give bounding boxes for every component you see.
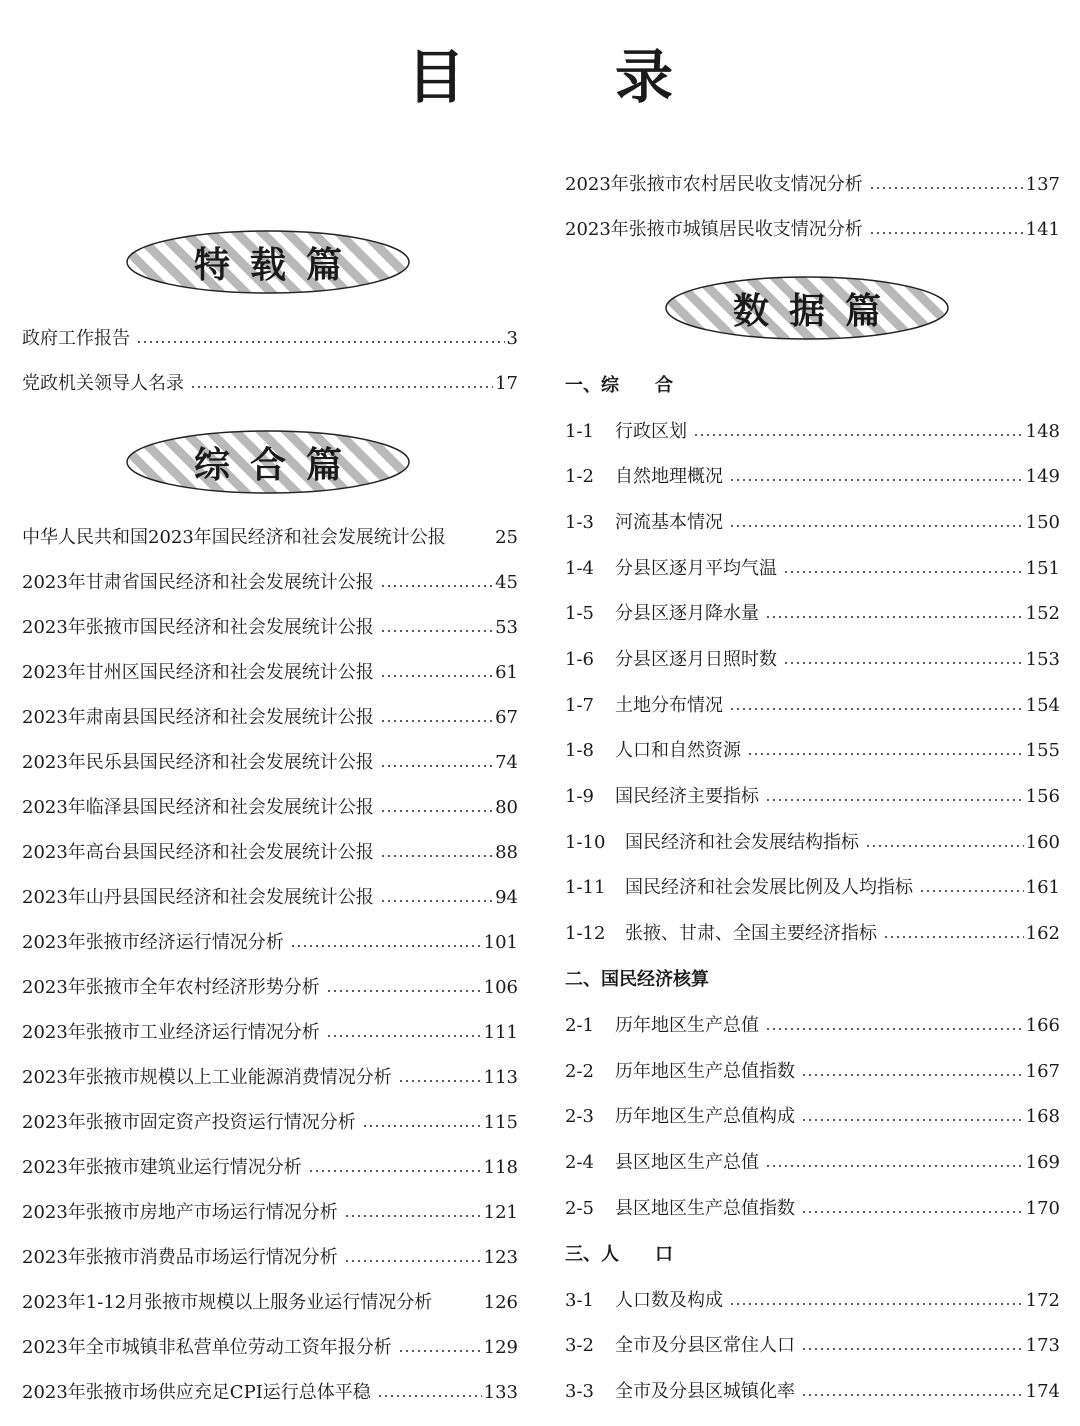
entry-number: 1-11 <box>565 877 606 898</box>
toc-entry[interactable] <box>565 1102 1060 1132</box>
toc-entry[interactable] <box>22 883 518 913</box>
leader-dots <box>326 1035 482 1037</box>
leader-dots <box>869 187 1024 189</box>
entry-page: 3 <box>506 328 518 349</box>
entry-page: 74 <box>495 752 518 773</box>
toc-entry[interactable] <box>565 1286 1060 1316</box>
leader-dots <box>380 900 493 902</box>
leader-dots <box>729 708 1024 710</box>
entry-number: 2-2 <box>565 1061 594 1082</box>
entry-title: 县区地区生产总值指数 <box>615 1198 795 1219</box>
leader-dots <box>869 232 1024 234</box>
entry-title: 2023年民乐县国民经济和社会发展统计公报 <box>22 752 374 773</box>
leader-dots <box>380 765 493 767</box>
toc-entry[interactable] <box>565 215 1060 245</box>
entry-number: 3-2 <box>565 1335 594 1356</box>
entry-number: 1-4 <box>565 558 594 579</box>
leader-dots <box>380 855 493 857</box>
entry-number: 2-3 <box>565 1106 594 1127</box>
toc-entry[interactable] <box>565 1331 1060 1361</box>
entry-page: 155 <box>1025 740 1060 761</box>
leader-dots <box>380 810 493 812</box>
badge-label: 数据篇 <box>732 289 901 332</box>
entry-page: 129 <box>483 1337 518 1358</box>
toc-entry[interactable] <box>22 1198 518 1228</box>
entry-page: 149 <box>1025 466 1060 487</box>
leader-dots <box>398 1080 482 1082</box>
entry-page: 67 <box>495 707 518 728</box>
entry-page: 152 <box>1025 603 1060 624</box>
toc-entry[interactable] <box>565 1011 1060 1041</box>
leader-dots <box>380 675 493 677</box>
toc-entry[interactable] <box>22 1333 518 1363</box>
entry-number: 1-5 <box>565 603 594 624</box>
entry-page: 80 <box>495 797 518 818</box>
entry-title: 2023年张掖市全年农村经济形势分析 <box>22 977 320 998</box>
toc-entry[interactable] <box>22 658 518 688</box>
leader-dots <box>290 945 482 947</box>
entry-title: 张掖、甘肃、全国主要经济指标 <box>625 923 877 944</box>
entry-title: 2023年高台县国民经济和社会发展统计公报 <box>22 842 374 863</box>
entry-number: 3-1 <box>565 1290 594 1311</box>
entry-page: 115 <box>483 1112 518 1133</box>
leader-dots <box>765 799 1024 801</box>
toc-entry[interactable] <box>22 793 518 823</box>
toc-entry[interactable] <box>565 417 1060 447</box>
entry-title: 自然地理概况 <box>615 466 723 487</box>
entry-page: 126 <box>483 1292 518 1313</box>
entry-page: 169 <box>1025 1152 1060 1173</box>
toc-entry[interactable] <box>565 782 1060 812</box>
entry-number: 1-10 <box>565 832 606 853</box>
entry-page: 148 <box>1025 421 1060 442</box>
entry-page: 141 <box>1025 219 1060 240</box>
entry-title: 2023年张掖市规模以上工业能源消费情况分析 <box>22 1067 392 1088</box>
entry-page: 170 <box>1025 1198 1060 1219</box>
leader-dots <box>380 630 493 632</box>
entry-page: 61 <box>495 662 518 683</box>
entry-page: 173 <box>1025 1335 1060 1356</box>
entry-title: 全市及分县区常住人口 <box>615 1335 795 1356</box>
entry-title: 国民经济主要指标 <box>615 786 759 807</box>
leader-dots <box>326 990 482 992</box>
entry-title: 2023年山丹县国民经济和社会发展统计公报 <box>22 887 374 908</box>
entry-title: 2023年张掖市农村居民收支情况分析 <box>565 174 863 195</box>
toc-entry[interactable] <box>22 928 518 958</box>
entry-title: 2023年张掖市消费品市场运行情况分析 <box>22 1247 338 1268</box>
entry-title: 2023年全市城镇非私营单位劳动工资年报分析 <box>22 1337 392 1358</box>
entry-page: 154 <box>1025 695 1060 716</box>
entry-page: 113 <box>483 1067 518 1088</box>
badge-label: 特载篇 <box>193 243 362 286</box>
leader-dots <box>380 720 493 722</box>
entry-number: 1-9 <box>565 786 594 807</box>
toc-entry[interactable] <box>565 554 1060 584</box>
toc-entry[interactable] <box>22 748 518 778</box>
leader-dots <box>919 890 1024 892</box>
section-heading: 一、综 合 <box>565 375 673 396</box>
leader-dots <box>344 1215 482 1217</box>
leader-dots <box>883 936 1024 938</box>
entry-title: 河流基本情况 <box>615 512 723 533</box>
toc-entry[interactable] <box>565 1377 1060 1407</box>
leader-dots <box>801 1211 1024 1213</box>
entry-number: 3-3 <box>565 1381 594 1402</box>
entry-title: 2023年肃南县国民经济和社会发展统计公报 <box>22 707 374 728</box>
toc-entry[interactable] <box>22 1063 518 1093</box>
section-heading: 二、国民经济核算 <box>565 969 709 990</box>
entry-page: 118 <box>483 1157 518 1178</box>
entry-title: 2023年张掖市经济运行情况分析 <box>22 932 284 953</box>
entry-number: 1-3 <box>565 512 594 533</box>
entry-title: 全市及分县区城镇化率 <box>615 1381 795 1402</box>
toc-entry[interactable] <box>565 645 1060 675</box>
entry-title: 土地分布情况 <box>615 695 723 716</box>
toc-entry[interactable] <box>565 508 1060 538</box>
entry-page: 153 <box>1025 649 1060 670</box>
leader-dots <box>693 434 1024 436</box>
entry-title: 2023年张掖市城镇居民收支情况分析 <box>565 219 863 240</box>
toc-entry[interactable] <box>22 324 518 354</box>
leader-dots <box>729 1303 1024 1305</box>
page-title-char-1: 目 <box>406 43 465 111</box>
entry-number: 1-2 <box>565 466 594 487</box>
entry-page: 156 <box>1025 786 1060 807</box>
section-heading: 三、人 口 <box>565 1244 673 1265</box>
entry-page: 166 <box>1025 1015 1060 1036</box>
toc-entry[interactable] <box>22 703 518 733</box>
leader-dots <box>765 1028 1024 1030</box>
entry-title: 2023年张掖市场供应充足CPI运行总体平稳 <box>22 1382 371 1403</box>
entry-page: 172 <box>1025 1290 1060 1311</box>
page-title-char-2: 录 <box>615 43 674 111</box>
leader-dots <box>344 1260 482 1262</box>
leader-dots <box>398 1350 482 1352</box>
entry-page: 161 <box>1025 877 1060 898</box>
entry-page: 162 <box>1025 923 1060 944</box>
entry-title: 国民经济和社会发展结构指标 <box>625 832 859 853</box>
entry-title: 县区地区生产总值 <box>615 1152 759 1173</box>
leader-dots <box>765 616 1024 618</box>
toc-entry[interactable] <box>22 369 518 399</box>
toc-entry[interactable] <box>565 919 1060 949</box>
toc-entry[interactable] <box>565 170 1060 200</box>
entry-title: 2023年甘州区国民经济和社会发展统计公报 <box>22 662 374 683</box>
entry-title: 人口和自然资源 <box>615 740 741 761</box>
entry-title: 中华人民共和国2023年国民经济和社会发展统计公报 <box>22 527 446 548</box>
entry-page: 123 <box>483 1247 518 1268</box>
toc-entry[interactable] <box>565 873 1060 903</box>
entry-page: 106 <box>483 977 518 998</box>
entry-title: 历年地区生产总值指数 <box>615 1061 795 1082</box>
toc-entry[interactable] <box>22 1018 518 1048</box>
section-badge-zonghe <box>126 430 410 494</box>
toc-entry[interactable] <box>565 599 1060 629</box>
entry-title: 2023年1-12月张掖市规模以上服务业运行情况分析 <box>22 1292 433 1313</box>
toc-entry[interactable] <box>565 462 1060 492</box>
entry-page: 45 <box>495 572 518 593</box>
entry-title: 2023年张掖市房地产市场运行情况分析 <box>22 1202 338 1223</box>
toc-entry[interactable] <box>565 736 1060 766</box>
toc-entry[interactable] <box>22 523 518 553</box>
toc-entry[interactable] <box>565 1194 1060 1224</box>
toc-left-column <box>22 0 518 1426</box>
toc-entry[interactable] <box>22 1288 518 1318</box>
entry-page: 88 <box>495 842 518 863</box>
badge-label: 综合篇 <box>193 443 362 486</box>
entry-page: 168 <box>1025 1106 1060 1127</box>
entry-page: 174 <box>1025 1381 1060 1402</box>
toc-entry[interactable] <box>565 691 1060 721</box>
entry-title: 国民经济和社会发展比例及人均指标 <box>625 877 913 898</box>
entry-page: 101 <box>483 932 518 953</box>
leader-dots <box>136 341 505 343</box>
leader-dots <box>380 585 493 587</box>
entry-page: 160 <box>1025 832 1060 853</box>
entry-number: 1-8 <box>565 740 594 761</box>
entry-title: 行政区划 <box>615 421 687 442</box>
leader-dots <box>801 1348 1024 1350</box>
section-badge-tezai <box>126 230 410 294</box>
leader-dots <box>801 1074 1024 1076</box>
entry-title: 历年地区生产总值 <box>615 1015 759 1036</box>
entry-page: 167 <box>1025 1061 1060 1082</box>
leader-dots <box>729 479 1024 481</box>
toc-entry[interactable] <box>22 1243 518 1273</box>
leader-dots <box>747 753 1024 755</box>
entry-title: 分县区逐月平均气温 <box>615 558 777 579</box>
entry-number: 2-1 <box>565 1015 594 1036</box>
entry-number: 2-4 <box>565 1152 594 1173</box>
toc-entry[interactable] <box>22 1378 518 1408</box>
entry-number: 1-6 <box>565 649 594 670</box>
leader-dots <box>308 1170 482 1172</box>
entry-title: 2023年张掖市工业经济运行情况分析 <box>22 1022 320 1043</box>
leader-dots <box>190 386 493 388</box>
entry-title: 2023年张掖市固定资产投资运行情况分析 <box>22 1112 356 1133</box>
leader-dots <box>783 662 1024 664</box>
entry-page: 151 <box>1025 558 1060 579</box>
entry-title: 2023年临泽县国民经济和社会发展统计公报 <box>22 797 374 818</box>
leader-dots <box>377 1395 482 1397</box>
toc-entry[interactable] <box>565 828 1060 858</box>
leader-dots <box>765 1165 1024 1167</box>
entry-title: 2023年张掖市国民经济和社会发展统计公报 <box>22 617 374 638</box>
toc-entry[interactable] <box>565 1057 1060 1087</box>
section-badge-shuju <box>665 276 949 340</box>
toc-entry[interactable] <box>22 568 518 598</box>
entry-page: 111 <box>483 1022 518 1043</box>
leader-dots <box>801 1394 1024 1396</box>
entry-title: 政府工作报告 <box>22 328 130 349</box>
entry-number: 2-5 <box>565 1198 594 1219</box>
entry-number: 1-1 <box>565 421 594 442</box>
entry-page: 94 <box>495 887 518 908</box>
entry-title: 分县区逐月降水量 <box>615 603 759 624</box>
leader-dots <box>729 525 1024 527</box>
toc-entry[interactable] <box>22 613 518 643</box>
toc-entry[interactable] <box>22 838 518 868</box>
entry-title: 分县区逐月日照时数 <box>615 649 777 670</box>
entry-title: 2023年张掖市建筑业运行情况分析 <box>22 1157 302 1178</box>
entry-title: 历年地区生产总值构成 <box>615 1106 795 1127</box>
leader-dots <box>783 571 1024 573</box>
entry-page: 25 <box>495 527 518 548</box>
entry-page: 53 <box>495 617 518 638</box>
entry-page: 137 <box>1025 174 1060 195</box>
leader-dots <box>362 1125 482 1127</box>
toc-entry[interactable] <box>22 1108 518 1138</box>
toc-right-column <box>565 0 1060 1426</box>
entry-page: 150 <box>1025 512 1060 533</box>
entry-page: 133 <box>483 1382 518 1403</box>
entry-number: 1-7 <box>565 695 594 716</box>
toc-entry[interactable] <box>22 973 518 1003</box>
entry-title: 人口数及构成 <box>615 1290 723 1311</box>
entry-number: 1-12 <box>565 923 606 944</box>
entry-title: 2023年甘肃省国民经济和社会发展统计公报 <box>22 572 374 593</box>
entry-title: 党政机关领导人名录 <box>22 373 184 394</box>
entry-page: 17 <box>495 373 518 394</box>
toc-entry[interactable] <box>22 1153 518 1183</box>
entry-page: 121 <box>483 1202 518 1223</box>
leader-dots <box>865 845 1024 847</box>
toc-entry[interactable] <box>565 1148 1060 1178</box>
leader-dots <box>801 1119 1024 1121</box>
